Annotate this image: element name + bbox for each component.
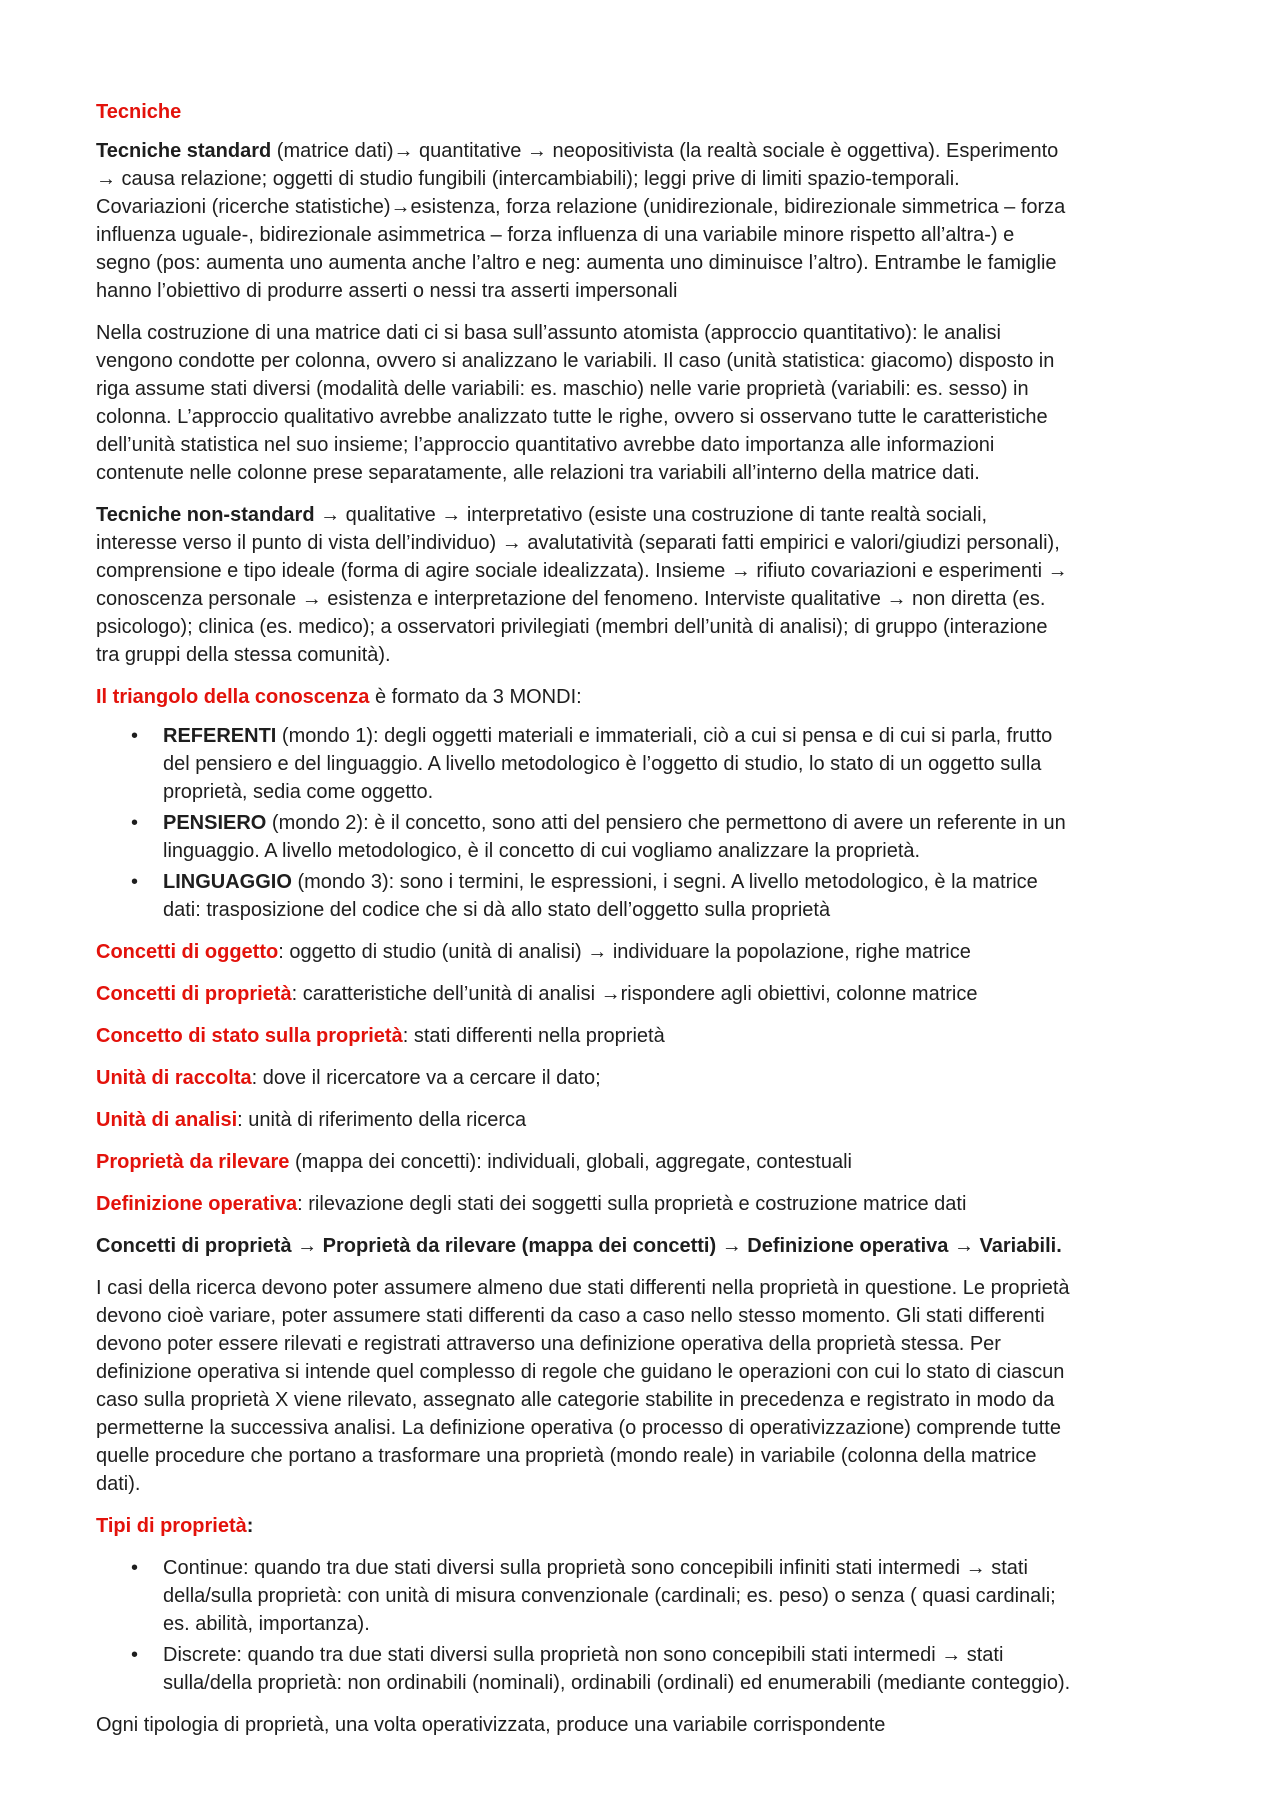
definition-unita-analisi (96, 1106, 1071, 1134)
document-content (96, 98, 1071, 1739)
list-item-referenti (163, 722, 1071, 806)
list-item-continue (163, 1554, 1071, 1638)
body-text: I casi della ricerca devono poter assumere almeno due stati differenti nella proprietà in questione. Le proprietà devono cioè variare, poter assumere stati differenti da caso a caso nello stesso momento. Gli stati differenti devono poter essere rilevati e registrati attraverso una definizione operativa della proprietà stessa. Per definizione operativa si intende quel complesso di regole che guidano le operazioni con cui lo stato di ciascun caso sulla proprietà X viene rilevato, assegnato alle categorie stabilite in precedenza e registrato in modo da permetterne la successiva analisi. La definizione operativa (o processo di operativizzazione) comprende tutte quelle procedure che portano a trasformare una proprietà (mondo reale) in variabile (colonna della matrice dati). (96, 1277, 1070, 1495)
list-item-pensiero (163, 809, 1071, 865)
definition-concetti-oggetto (96, 938, 1071, 966)
paragraph-tecniche-non-standard (96, 501, 1071, 669)
body-text: (mondo 2): è il concetto, sono atti del pensiero che permettono di avere un referente in un linguaggio. A livello metodologico, è il concetto di cui vogliamo analizzare la proprietà. (163, 812, 1066, 862)
body-text: : oggetto di studio (unità di analisi) → individuare la popolazione, righe matrice (278, 941, 971, 963)
list-item-linguaggio (163, 868, 1071, 924)
body-text: è formato da 3 MONDI: (369, 686, 582, 708)
red-lead-concetti-oggetto: Concetti di oggetto (96, 941, 279, 963)
bold-lead-referenti: REFERENTI (163, 725, 282, 747)
red-lead-concetti-proprieta: Concetti di proprietà (96, 983, 292, 1005)
red-lead-unita-analisi: Unità di analisi (96, 1109, 238, 1131)
body-text: (mappa dei concetti): individuali, globali, aggregate, contestuali (289, 1151, 852, 1173)
red-lead-unita-raccolta: Unità di raccolta (96, 1067, 252, 1089)
body-text: : caratteristiche dell’unità di analisi →rispondere agli obiettivi, colonne matrice (291, 983, 978, 1005)
body-text: Nella costruzione di una matrice dati ci si basa sull’assunto atomista (approccio quantitativo): le analisi vengono condotte per colonna, ovvero si analizzano le variabili. Il caso (unità statistica: giacomo) disposto in riga assume stati diversi (modalità delle variabili: es. maschio) nelle varie proprietà (variabili: es. sesso) in colonna. L’approccio qualitativo avrebbe analizzato tutte le righe, ovvero si osservano tutte le caratteristiche dell’unità statistica nel suo insieme; l’approccio quantitativo avrebbe dato importanza alle informazioni contenute nelle colonne prese separatamente, alle relazioni tra variabili all’interno della matrice dati. (96, 322, 1055, 484)
paragraph-tipi-proprieta-heading (96, 1512, 1071, 1540)
red-lead-triangolo: Il triangolo della conoscenza (96, 686, 370, 708)
bold-lead-linguaggio: LINGUAGGIO (163, 871, 298, 893)
body-text: (matrice dati)→ quantitative → neopositivista (la realtà sociale è oggettiva). Esperimento → causa relazione; oggetti di studio fungibili (intercambiabili); leggi prive di limiti spazio-temporali. Covariazioni (ricerche statistiche)→esistenza, forza relazione (unidirezionale, bidirezionale simmetrica – forza influenza uguale-, bidirezionale asimmetrica – forza influenza di una variabile minore rispetto all’altra-) e segno (pos: aumenta uno aumenta anche l’altro e neg: aumenta uno diminuisce l’altro). Entrambe le famiglie hanno l’obiettivo di produrre asserti o nessi tra asserti impersonali (96, 140, 1066, 302)
bold-lead-tecniche-standard: Tecniche standard (96, 140, 277, 162)
body-text: Discrete: quando tra due stati diversi sulla proprietà non sono concepibili stati intermedi → stati sulla/della proprietà: non ordinabili (nominali), ordinabili (ordinali) ed enumerabili (mediante conteggio). (163, 1644, 1071, 1694)
bold-lead-tecniche-non-standard: Tecniche non-standard (96, 504, 321, 526)
body-text: (mondo 3): sono i termini, le espressioni, i segni. A livello metodologico, è la matrice dati: trasposizione del codice che si dà allo stato dell’oggetto sulla proprietà (163, 871, 1038, 921)
body-text: : unità di riferimento della ricerca (237, 1109, 527, 1131)
definition-unita-raccolta (96, 1064, 1071, 1092)
body-text: : dove il ricercatore va a cercare il dato; (251, 1067, 601, 1089)
paragraph-tecniche-standard (96, 137, 1071, 305)
paragraph-casi-ricerca (96, 1274, 1071, 1498)
body-text: : stati differenti nella proprietà (402, 1025, 665, 1047)
definition-concetto-stato (96, 1022, 1071, 1050)
red-lead-tipi-proprieta: Tipi di proprietà (96, 1515, 247, 1537)
bold-text-catena: Concetti di proprietà → Proprietà da rilevare (mappa dei concetti) → Definizione operativa → Variabili. (96, 1235, 1062, 1257)
section-heading-text: Tecniche (96, 101, 182, 123)
body-text: (mondo 1): degli oggetti materiali e immateriali, ciò a cui si pensa e di cui si parla, frutto del pensiero e del linguaggio. A livello metodologico è l’oggetto di studio, lo stato di un oggetto sulla proprietà, sedia come oggetto. (163, 725, 1053, 803)
definition-definizione-operativa (96, 1190, 1071, 1218)
definition-concetti-proprieta (96, 980, 1071, 1008)
red-lead-definizione-operativa: Definizione operativa (96, 1193, 298, 1215)
red-lead-proprieta-rilevare: Proprietà da rilevare (96, 1151, 290, 1173)
body-text: Ogni tipologia di proprietà, una volta operativizzata, produce una variabile corrispondente (96, 1714, 886, 1736)
body-text: : (246, 1515, 254, 1537)
body-text: : rilevazione degli stati dei soggetti sulla proprietà e costruzione matrice dati (297, 1193, 967, 1215)
paragraph-finale (96, 1711, 1071, 1739)
bold-lead-pensiero: PENSIERO (163, 812, 272, 834)
definition-proprieta-rilevare (96, 1148, 1071, 1176)
red-lead-concetto-stato: Concetto di stato sulla proprietà (96, 1025, 403, 1047)
paragraph-matrice-dati (96, 319, 1071, 487)
list-item-discrete (163, 1641, 1071, 1697)
mondi-list (96, 722, 1071, 924)
body-text: Continue: quando tra due stati diversi sulla proprietà sono concepibili infiniti stati intermedi → stati della/sulla proprietà: con unità di misura convenzionale (cardinali; es. peso) o senza ( quasi cardinali; es. abilità, importanza). (163, 1557, 1056, 1635)
body-text: → qualitative → interpretativo (esiste una costruzione di tante realtà sociali, interesse verso il punto di vista dell’individuo) → avalutatività (separati fatti empirici e valori/giudizi personali), comprensione e tipo ideale (forma di agire sociale idealizzata). Insieme → rifiuto covariazioni e esperimenti → conoscenza personale → esistenza e interpretazione del fenomeno. Interviste qualitative → non diretta (es. psicologo); clinica (es. medico); a osservatori privilegiati (membri dell’unità di analisi); di gruppo (interazione tra gruppi della stessa comunità). (96, 504, 1068, 666)
paragraph-triangolo-conoscenza (96, 683, 1071, 711)
paragraph-catena-operativizzazione (96, 1232, 1071, 1260)
tipi-proprieta-list (96, 1554, 1071, 1697)
section-heading (96, 98, 1071, 126)
